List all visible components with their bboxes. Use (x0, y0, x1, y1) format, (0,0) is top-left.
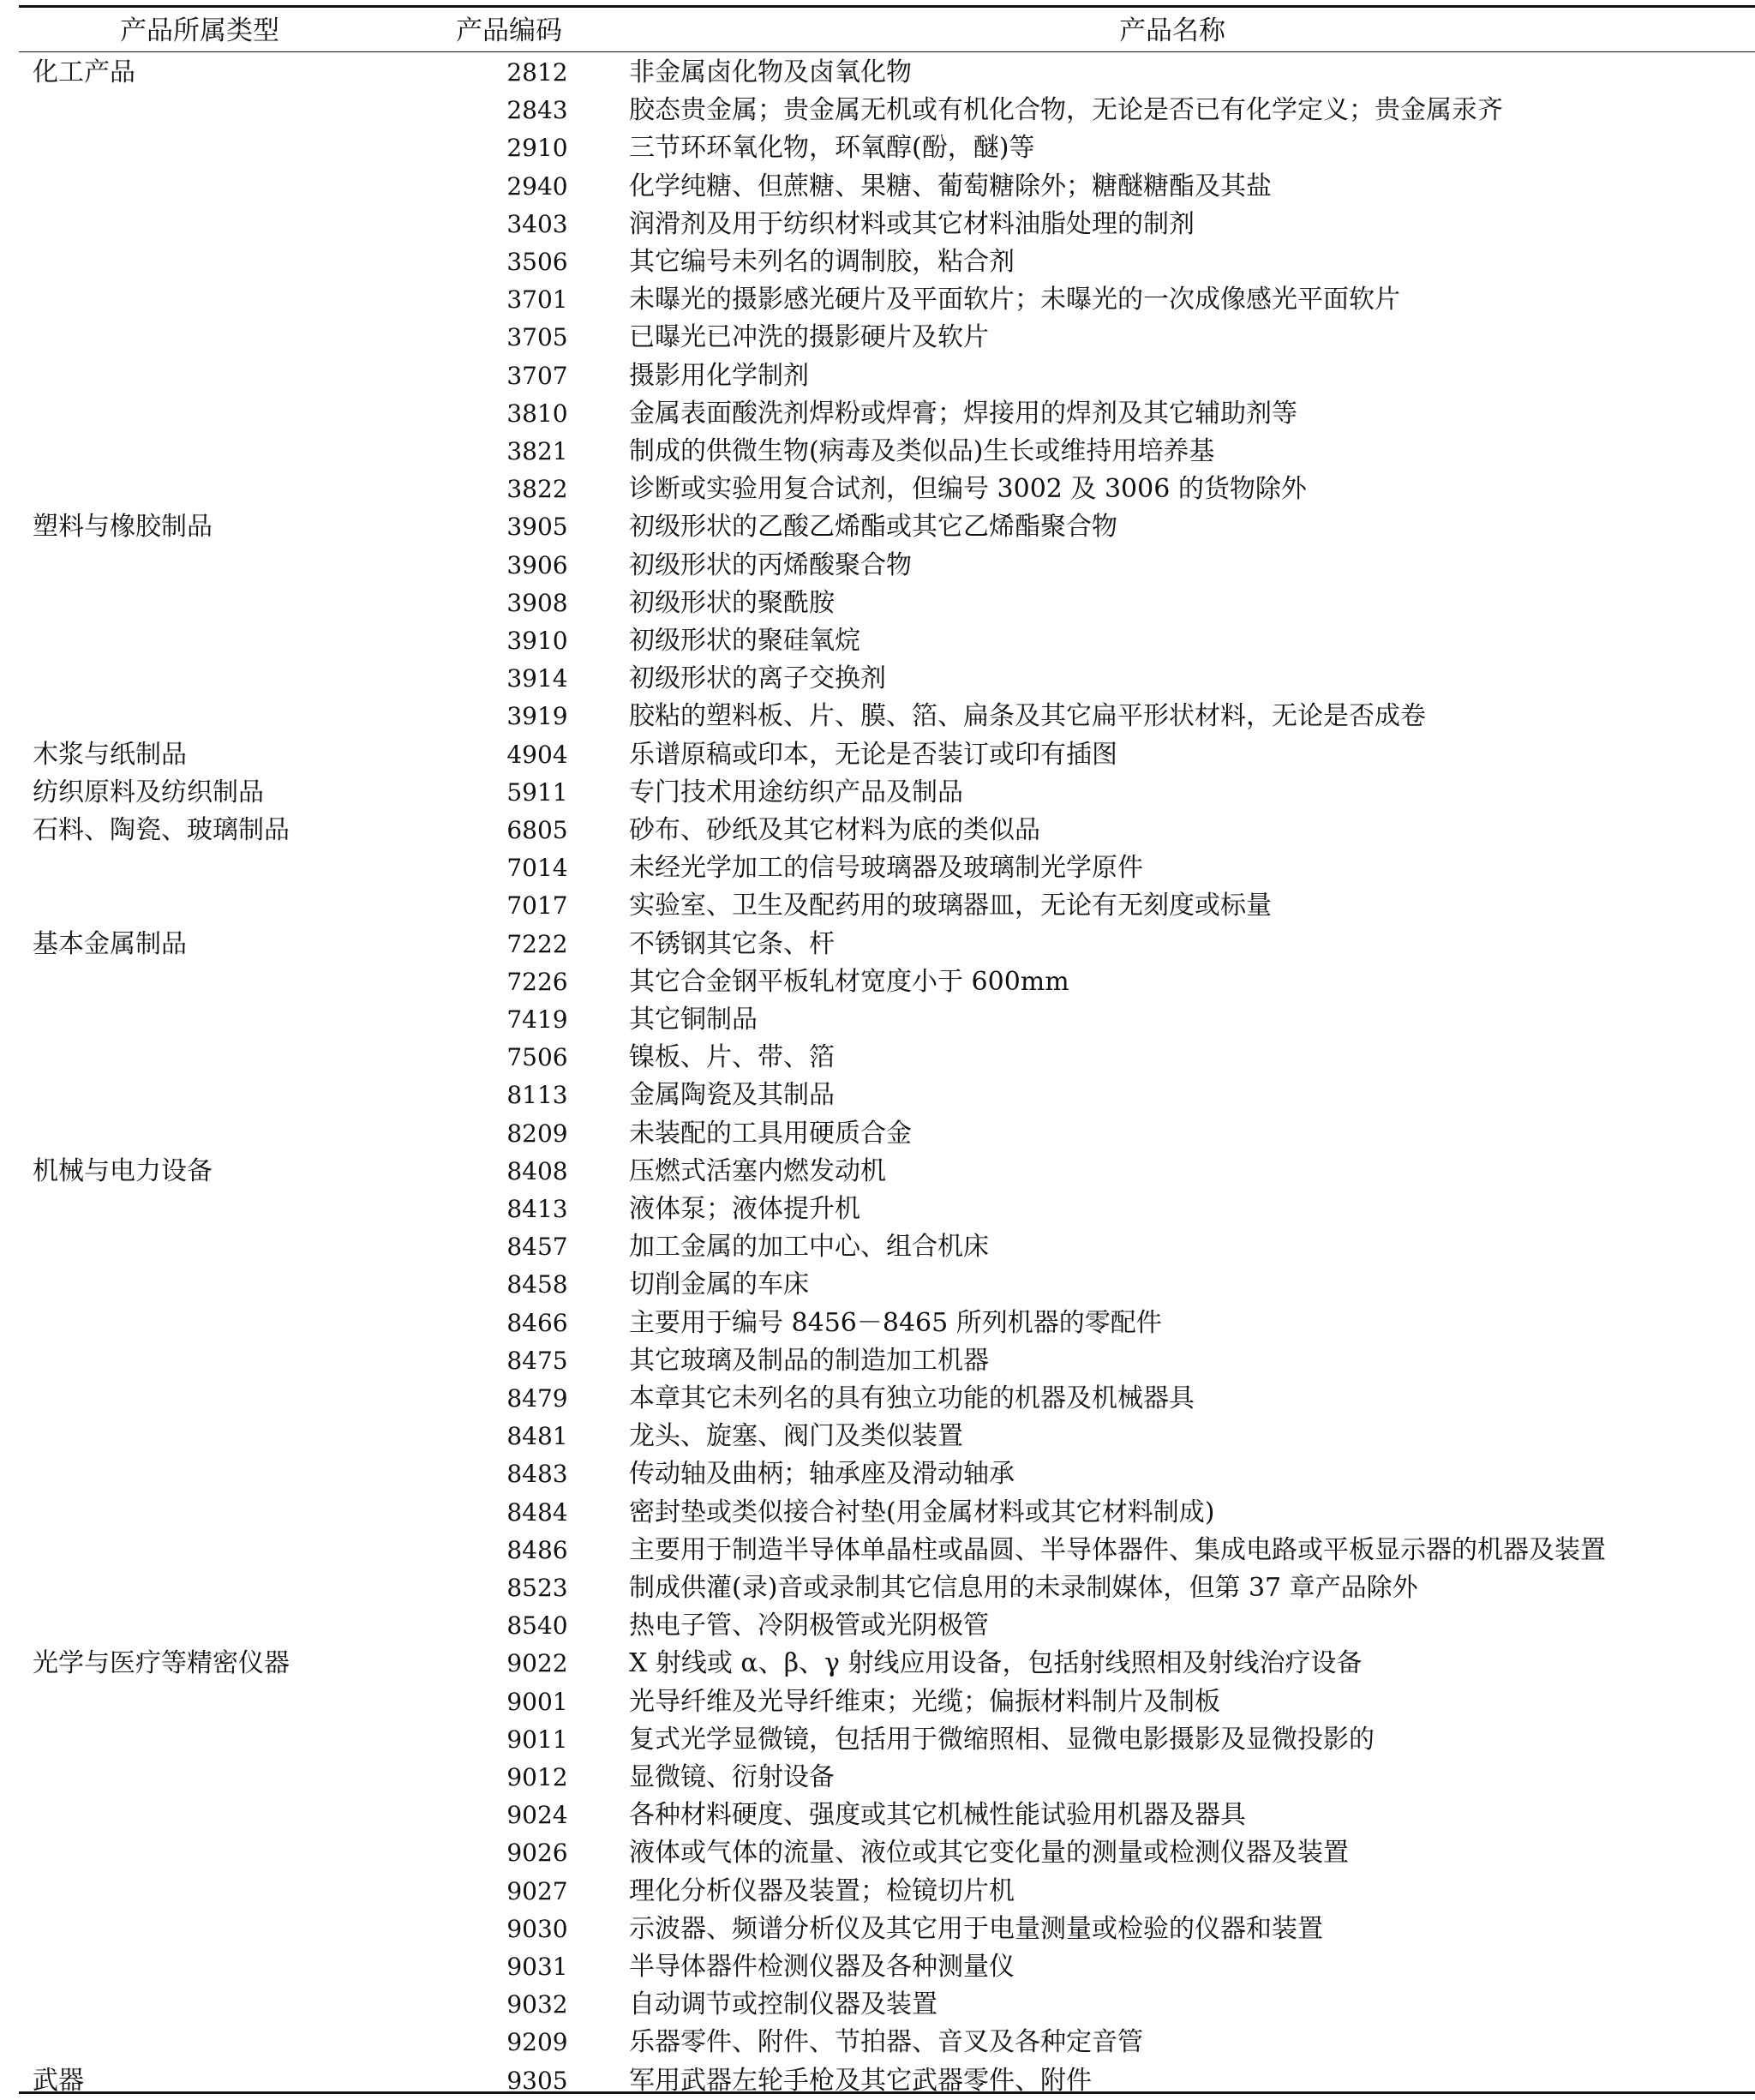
name-cell: 主要用于编号 8456－8465 所列机器的零配件 (629, 1307, 1162, 1338)
code-cell: 8457 (506, 1233, 568, 1262)
table-row (19, 1607, 1755, 1645)
name-cell: 胶粘的塑料板、片、膜、箔、扁条及其它扁平形状材料，无论是否成卷 (629, 701, 1426, 732)
name-cell: 军用武器左轮手枪及其它武器零件、附件 (629, 2065, 1092, 2096)
table-row (19, 2062, 1755, 2100)
code-cell: 9032 (506, 1990, 568, 2019)
name-cell: 乐器零件、附件、节拍器、音叉及各种定音管 (629, 2027, 1143, 2058)
table-row (19, 963, 1755, 1001)
name-cell: X 射线或 α、β、γ 射线应用设备，包括射线照相及射线治疗设备 (629, 1648, 1363, 1679)
table-row (19, 1039, 1755, 1077)
code-cell: 3910 (506, 627, 568, 655)
name-cell: 摄影用化学制剂 (629, 360, 809, 391)
table-row (19, 319, 1755, 357)
name-cell: 初级形状的乙酸乙烯酯或其它乙烯酯聚合物 (629, 512, 1117, 543)
code-cell: 8466 (506, 1308, 568, 1337)
header-code: 产品编码 (456, 15, 562, 46)
name-cell: 制成供灌(录)音或录制其它信息用的未录制媒体，但第 37 章产品除外 (629, 1573, 1418, 1603)
code-cell: 8523 (506, 1574, 568, 1602)
header-category: 产品所属类型 (120, 15, 279, 46)
table-row (19, 849, 1755, 887)
name-cell: 实验室、卫生及配药用的玻璃器皿，无论有无刻度或标量 (629, 891, 1272, 921)
name-cell: 压燃式活塞内燃发动机 (629, 1155, 886, 1186)
name-cell: 润滑剂及用于纺织材料或其它材料油脂处理的制剂 (629, 208, 1195, 239)
name-cell: 显微镜、衍射设备 (629, 1762, 835, 1792)
table-row (19, 1797, 1755, 1834)
table-row (19, 1645, 1755, 1683)
table-row (19, 395, 1755, 433)
name-cell: 龙头、旋塞、阀门及类似装置 (629, 1421, 963, 1452)
table-row (19, 129, 1755, 167)
code-cell: 9024 (506, 1801, 568, 1830)
table-row (19, 1455, 1755, 1493)
code-cell: 8413 (506, 1195, 568, 1223)
code-cell: 9209 (506, 2028, 568, 2057)
table-row (19, 1191, 1755, 1228)
name-cell: 初级形状的聚硅氧烷 (629, 626, 860, 656)
table-row (19, 508, 1755, 546)
name-cell: 金属表面酸洗剂焊粉或焊膏；焊接用的焊剂及其它辅助剂等 (629, 398, 1297, 429)
category-cell: 光学与医疗等精密仪器 (33, 1648, 290, 1679)
name-cell: 初级形状的丙烯酸聚合物 (629, 549, 912, 580)
table-row (19, 812, 1755, 849)
code-cell: 9012 (506, 1763, 568, 1791)
table-row (19, 1683, 1755, 1721)
table-row (19, 433, 1755, 471)
table-row (19, 1266, 1755, 1304)
table-row (19, 1532, 1755, 1569)
code-cell: 8486 (506, 1535, 568, 1564)
name-cell: 初级形状的离子交换剂 (629, 663, 886, 694)
code-cell: 3919 (506, 702, 568, 731)
name-cell: 其它铜制品 (629, 1005, 758, 1035)
table-row (19, 1380, 1755, 1418)
table-row (19, 1759, 1755, 1797)
category-cell: 基本金属制品 (33, 928, 187, 959)
code-cell: 8458 (506, 1270, 568, 1299)
table-row (19, 585, 1755, 622)
name-cell: 液体泵；液体提升机 (629, 1194, 860, 1224)
table-row (19, 1077, 1755, 1114)
table-row (19, 92, 1755, 129)
category-cell: 石料、陶瓷、玻璃制品 (33, 815, 290, 845)
table-row (19, 206, 1755, 243)
code-cell: 9001 (506, 1687, 568, 1716)
table-row (19, 281, 1755, 319)
name-cell: 各种材料硬度、强度或其它机械性能试验用机器及器具 (629, 1800, 1246, 1831)
code-cell: 7222 (506, 929, 568, 958)
code-cell: 8113 (506, 1081, 568, 1110)
name-cell: 未经光学加工的信号玻璃器及玻璃制光学原件 (629, 853, 1143, 884)
name-cell: 乐谱原稿或印本，无论是否装订或印有插图 (629, 739, 1117, 770)
code-cell: 9026 (506, 1839, 568, 1868)
table-row (19, 1986, 1755, 2024)
code-cell: 2940 (506, 171, 568, 201)
name-cell: 胶态贵金属；贵金属无机或有机化合物，无论是否已有化学定义；贵金属汞齐 (629, 95, 1503, 126)
category-cell: 纺织原料及纺织制品 (33, 777, 264, 807)
name-cell: 其它编号未列名的调制胶，粘合剂 (629, 247, 1015, 277)
name-cell: 本章其它未列名的具有独立功能的机器及机械器具 (629, 1383, 1195, 1413)
name-cell: 未曝光的摄影感光硬片及平面软片；未曝光的一次成像感光平面软片 (629, 285, 1400, 315)
name-cell: 未装配的工具用硬质合金 (629, 1118, 912, 1149)
name-cell: 理化分析仪器及装置；检镜切片机 (629, 1875, 1015, 1906)
code-cell: 3821 (506, 437, 568, 465)
header-name: 产品名称 (1119, 15, 1225, 46)
name-cell: 镍板、片、带、箔 (629, 1042, 835, 1073)
name-cell: 主要用于制造半导体单晶柱或晶圆、半导体器件、集成电路或平板显示器的机器及装置 (629, 1534, 1606, 1565)
code-cell: 6805 (506, 816, 568, 844)
code-cell: 9031 (506, 1953, 568, 1981)
table-row (19, 243, 1755, 281)
name-cell: 制成的供微生物(病毒及类似品)生长或维持用培养基 (629, 436, 1215, 466)
table-row (19, 1001, 1755, 1039)
table-row (19, 2024, 1755, 2061)
table-row (19, 1305, 1755, 1342)
category-cell: 塑料与橡胶制品 (33, 512, 213, 543)
table-row (19, 1115, 1755, 1153)
code-cell: 7017 (506, 891, 568, 921)
code-cell: 3822 (506, 475, 568, 504)
table-row (19, 54, 1755, 92)
code-cell: 8484 (506, 1497, 568, 1527)
name-cell: 其它玻璃及制品的制造加工机器 (629, 1345, 989, 1376)
table-row (19, 660, 1755, 698)
code-cell: 5911 (506, 777, 568, 807)
code-cell: 3905 (506, 513, 568, 542)
table-row (19, 1153, 1755, 1191)
table-row (19, 547, 1755, 585)
name-cell: 液体或气体的流量、液位或其它变化量的测量或检测仪器及装置 (629, 1838, 1349, 1869)
code-cell: 8475 (506, 1346, 568, 1375)
name-cell: 示波器、频谱分析仪及其它用于电量测量或检验的仪器和装置 (629, 1913, 1323, 1944)
table-row (19, 471, 1755, 508)
table-row (19, 698, 1755, 735)
name-cell: 密封垫或类似接合衬垫(用金属材料或其它材料制成) (629, 1497, 1215, 1527)
code-cell: 2843 (506, 96, 568, 125)
name-cell: 三节环环氧化物，环氧醇(酚，醚)等 (629, 133, 1035, 164)
code-cell: 3506 (506, 248, 568, 276)
code-cell: 7506 (506, 1043, 568, 1072)
table-top-rule (19, 5, 1755, 8)
category-cell: 机械与电力设备 (33, 1155, 213, 1186)
name-cell: 其它合金钢平板轧材宽度小于 600mm (629, 966, 1069, 997)
name-cell: 自动调节或控制仪器及装置 (629, 1989, 937, 2020)
table-row (19, 1721, 1755, 1759)
table-row (19, 1418, 1755, 1455)
code-cell: 8540 (506, 1611, 568, 1641)
code-cell: 4904 (506, 740, 568, 769)
code-cell: 3705 (506, 323, 568, 352)
name-cell: 专门技术用途纺织产品及制品 (629, 777, 963, 807)
name-cell: 光导纤维及光导纤维束；光缆；偏振材料制片及制板 (629, 1686, 1220, 1717)
code-cell: 8481 (506, 1422, 568, 1451)
code-cell: 3707 (506, 361, 568, 390)
code-cell: 9027 (506, 1876, 568, 1905)
table-bottom-rule (19, 2091, 1755, 2094)
table-row (19, 1948, 1755, 1986)
table-row (19, 1873, 1755, 1911)
code-cell: 9030 (506, 1914, 568, 1943)
table-row (19, 1228, 1755, 1266)
name-cell: 热电子管、冷阴极管或光阴极管 (629, 1611, 989, 1641)
table-row (19, 1834, 1755, 1872)
code-cell: 3701 (506, 285, 568, 315)
name-cell: 加工金属的加工中心、组合机床 (629, 1232, 989, 1263)
name-cell: 初级形状的聚酰胺 (629, 587, 835, 618)
table-row (19, 774, 1755, 812)
code-cell: 8483 (506, 1460, 568, 1489)
code-cell: 7014 (506, 854, 568, 883)
name-cell: 金属陶瓷及其制品 (629, 1080, 835, 1111)
table-row (19, 622, 1755, 660)
category-cell: 木浆与纸制品 (33, 739, 187, 770)
code-cell: 8209 (506, 1119, 568, 1148)
code-cell: 9305 (506, 2066, 568, 2095)
name-cell: 化学纯糖、但蔗糖、果糖、葡萄糖除外；糖醚糖酯及其盐 (629, 171, 1272, 201)
header-rule (19, 51, 1755, 52)
table-row (19, 736, 1755, 774)
name-cell: 复式光学显微镜，包括用于微缩照相、显微电影摄影及显微投影的 (629, 1724, 1375, 1755)
table-row (19, 1911, 1755, 1948)
code-cell: 9011 (506, 1725, 568, 1754)
code-cell: 3906 (506, 550, 568, 579)
code-cell: 8479 (506, 1384, 568, 1413)
code-cell: 3810 (506, 399, 568, 428)
code-cell: 9022 (506, 1649, 568, 1678)
table-row (19, 1569, 1755, 1607)
code-cell: 3403 (506, 209, 568, 238)
table-row (19, 1342, 1755, 1380)
code-cell: 8408 (506, 1156, 568, 1185)
name-cell: 砂布、砂纸及其它材料为底的类似品 (629, 815, 1040, 845)
name-cell: 不锈钢其它条、杆 (629, 928, 835, 959)
name-cell: 切削金属的车床 (629, 1269, 809, 1300)
table-row (19, 1494, 1755, 1532)
code-cell: 7226 (506, 967, 568, 996)
name-cell: 诊断或实验用复合试剂，但编号 3002 及 3006 的货物除外 (629, 474, 1307, 505)
code-cell: 2910 (506, 134, 568, 163)
category-cell: 武器 (33, 2065, 84, 2096)
table-row (19, 926, 1755, 963)
name-cell: 半导体器件检测仪器及各种测量仪 (629, 1952, 1015, 1982)
name-cell: 传动轴及曲柄；轴承座及滑动轴承 (629, 1459, 1015, 1490)
code-cell: 3908 (506, 588, 568, 617)
name-cell: 已曝光已冲洗的摄影硬片及软片 (629, 322, 989, 353)
table-row (19, 887, 1755, 925)
category-cell: 化工产品 (33, 57, 135, 87)
name-cell: 非金属卤化物及卤氧化物 (629, 57, 912, 87)
code-cell: 2812 (506, 58, 568, 87)
table-row (19, 168, 1755, 206)
table-row (19, 357, 1755, 395)
code-cell: 3914 (506, 664, 568, 693)
code-cell: 7419 (506, 1005, 568, 1034)
